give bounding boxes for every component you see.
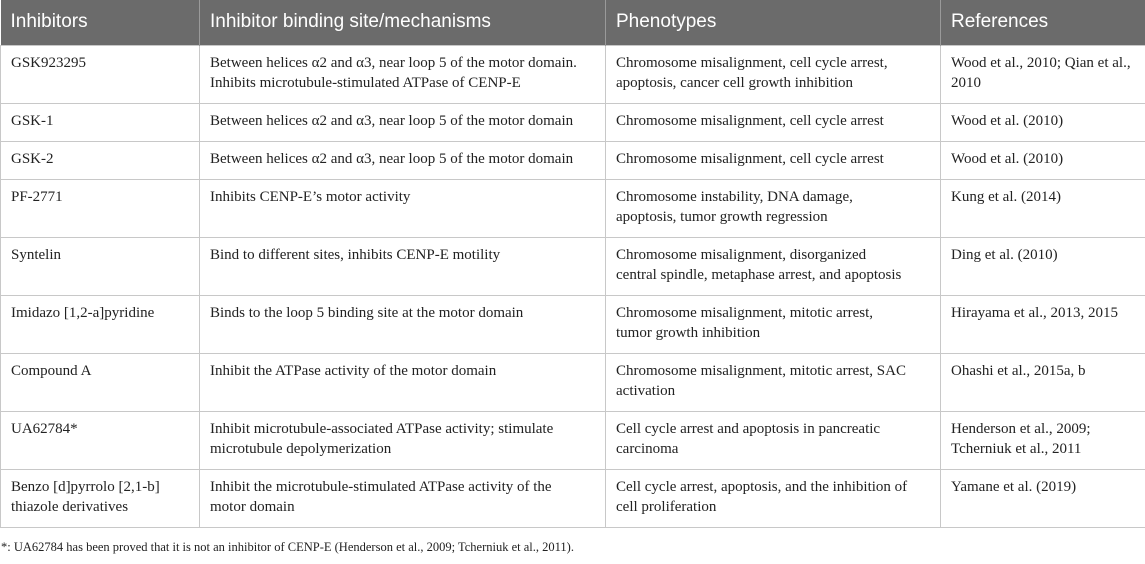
cell-mechanism bbox=[200, 141, 606, 179]
cell-reference bbox=[941, 237, 1145, 295]
cell-line: motor domain bbox=[210, 498, 295, 515]
cell-inhibitor bbox=[1, 353, 200, 411]
header-references: References bbox=[941, 0, 1145, 45]
cell-reference bbox=[941, 353, 1145, 411]
cell-line: cell proliferation bbox=[616, 498, 717, 515]
cell-line: Inhibit microtubule-associated ATPase activity; stimulate bbox=[210, 420, 554, 437]
cell-line: tumor growth inhibition bbox=[616, 324, 761, 341]
cell-line: Chromosome misalignment, mitotic arrest, bbox=[616, 304, 874, 321]
cell-inhibitor bbox=[1, 237, 200, 295]
cell-phenotype bbox=[606, 295, 941, 353]
cell-line: apoptosis, tumor growth regression bbox=[616, 208, 828, 225]
cell-line: Compound A bbox=[11, 362, 92, 379]
cell-inhibitor bbox=[1, 103, 200, 141]
table-row bbox=[1, 141, 1145, 179]
cell-line: Between helices α2 and α3, near loop 5 of the motor domain. bbox=[210, 54, 577, 71]
cell-line: Yamane et al. (2019) bbox=[951, 478, 1077, 495]
cell-line: GSK-1 bbox=[11, 112, 54, 129]
cell-phenotype bbox=[606, 469, 941, 527]
cell-line: Between helices α2 and α3, near loop 5 of the motor domain bbox=[210, 150, 574, 167]
cell-line: Cell cycle arrest, apoptosis, and the inhibition of bbox=[616, 478, 908, 495]
cell-line: Inhibit the ATPase activity of the motor domain bbox=[210, 362, 497, 379]
table-row bbox=[1, 103, 1145, 141]
cell-line: GSK-2 bbox=[11, 150, 54, 167]
table-footnote: *: UA62784 has been proved that it is not an inhibitor of CENP-E (Henderson et al., 2009; Tcherniuk et al., 2011). bbox=[1, 540, 574, 554]
table-row bbox=[1, 295, 1145, 353]
cell-line: Binds to the loop 5 binding site at the motor domain bbox=[210, 304, 524, 321]
cell-line: Inhibit the microtubule-stimulated ATPase activity of the bbox=[210, 478, 552, 495]
cell-line: PF-2771 bbox=[11, 188, 63, 205]
cell-phenotype bbox=[606, 411, 941, 469]
cell-mechanism bbox=[200, 411, 606, 469]
cell-line: apoptosis, cancer cell growth inhibition bbox=[616, 74, 854, 91]
cell-mechanism bbox=[200, 295, 606, 353]
cell-line: Wood et al., 2010; Qian et al., bbox=[951, 54, 1131, 71]
cell-line: Inhibits CENP-E’s motor activity bbox=[210, 188, 411, 205]
cell-line: Kung et al. (2014) bbox=[951, 188, 1061, 205]
cell-line: Benzo [d]pyrrolo [2,1-b] bbox=[11, 478, 160, 495]
cell-line: Hirayama et al., 2013, 2015 bbox=[951, 304, 1119, 321]
table-row bbox=[1, 469, 1145, 527]
table-row bbox=[1, 237, 1145, 295]
cell-reference bbox=[941, 179, 1145, 237]
cell-line: Between helices α2 and α3, near loop 5 of the motor domain bbox=[210, 112, 574, 129]
header-phenotypes: Phenotypes bbox=[606, 0, 941, 45]
cell-mechanism bbox=[200, 353, 606, 411]
cell-mechanism bbox=[200, 237, 606, 295]
cell-mechanism bbox=[200, 45, 606, 103]
cell-reference bbox=[941, 103, 1145, 141]
table-header-row bbox=[1, 0, 1145, 45]
cell-line: Chromosome misalignment, cell cycle arrest, bbox=[616, 54, 888, 71]
cell-line: Bind to different sites, inhibits CENP-E motility bbox=[210, 246, 501, 263]
cell-line: Imidazo [1,2-a]pyridine bbox=[11, 304, 155, 321]
cell-phenotype bbox=[606, 141, 941, 179]
cell-line: Chromosome misalignment, mitotic arrest, SAC bbox=[616, 362, 906, 379]
cell-inhibitor bbox=[1, 141, 200, 179]
cell-line: Wood et al. (2010) bbox=[951, 112, 1064, 129]
cell-line: Chromosome misalignment, cell cycle arrest bbox=[616, 112, 884, 129]
cell-phenotype bbox=[606, 237, 941, 295]
cell-line: Henderson et al., 2009; bbox=[951, 420, 1091, 437]
cell-phenotype bbox=[606, 353, 941, 411]
cell-line: Syntelin bbox=[11, 246, 62, 263]
table-row bbox=[1, 353, 1145, 411]
cell-mechanism bbox=[200, 103, 606, 141]
cell-mechanism bbox=[200, 469, 606, 527]
cell-line: activation bbox=[616, 382, 676, 399]
cell-inhibitor bbox=[1, 179, 200, 237]
cell-phenotype bbox=[606, 45, 941, 103]
cell-line: carcinoma bbox=[616, 440, 679, 457]
table-row bbox=[1, 45, 1145, 103]
cell-line: Cell cycle arrest and apoptosis in pancreatic bbox=[616, 420, 881, 437]
cell-reference bbox=[941, 45, 1145, 103]
cell-line: GSK923295 bbox=[11, 54, 87, 71]
cell-line: microtubule depolymerization bbox=[210, 440, 392, 457]
cell-reference bbox=[941, 141, 1145, 179]
cell-reference bbox=[941, 411, 1145, 469]
cell-line: 2010 bbox=[951, 74, 981, 91]
cell-line: Chromosome misalignment, cell cycle arrest bbox=[616, 150, 884, 167]
cell-line: Chromosome instability, DNA damage, bbox=[616, 188, 853, 205]
cell-line: Wood et al. (2010) bbox=[951, 150, 1064, 167]
table-row bbox=[1, 179, 1145, 237]
cell-line: UA62784* bbox=[11, 420, 78, 437]
cell-phenotype bbox=[606, 179, 941, 237]
cell-phenotype bbox=[606, 103, 941, 141]
cell-line: central spindle, metaphase arrest, and apoptosis bbox=[616, 266, 902, 283]
cell-line: thiazole derivatives bbox=[11, 498, 129, 515]
cell-reference bbox=[941, 295, 1145, 353]
cell-line: Inhibits microtubule-stimulated ATPase of CENP-E bbox=[210, 74, 521, 91]
table-row bbox=[1, 411, 1145, 469]
header-binding-site: Inhibitor binding site/mechanisms bbox=[200, 0, 606, 45]
cell-inhibitor bbox=[1, 411, 200, 469]
cell-mechanism bbox=[200, 179, 606, 237]
header-inhibitors: Inhibitors bbox=[10, 11, 88, 33]
cell-inhibitor bbox=[1, 469, 200, 527]
cell-reference bbox=[941, 469, 1145, 527]
cell-line: Ding et al. (2010) bbox=[951, 246, 1058, 263]
cell-line: Ohashi et al., 2015a, b bbox=[951, 362, 1086, 379]
cell-line: Chromosome misalignment, disorganized bbox=[616, 246, 867, 263]
cell-line: Tcherniuk et al., 2011 bbox=[951, 440, 1082, 457]
cell-inhibitor bbox=[1, 295, 200, 353]
cell-inhibitor bbox=[1, 45, 200, 103]
